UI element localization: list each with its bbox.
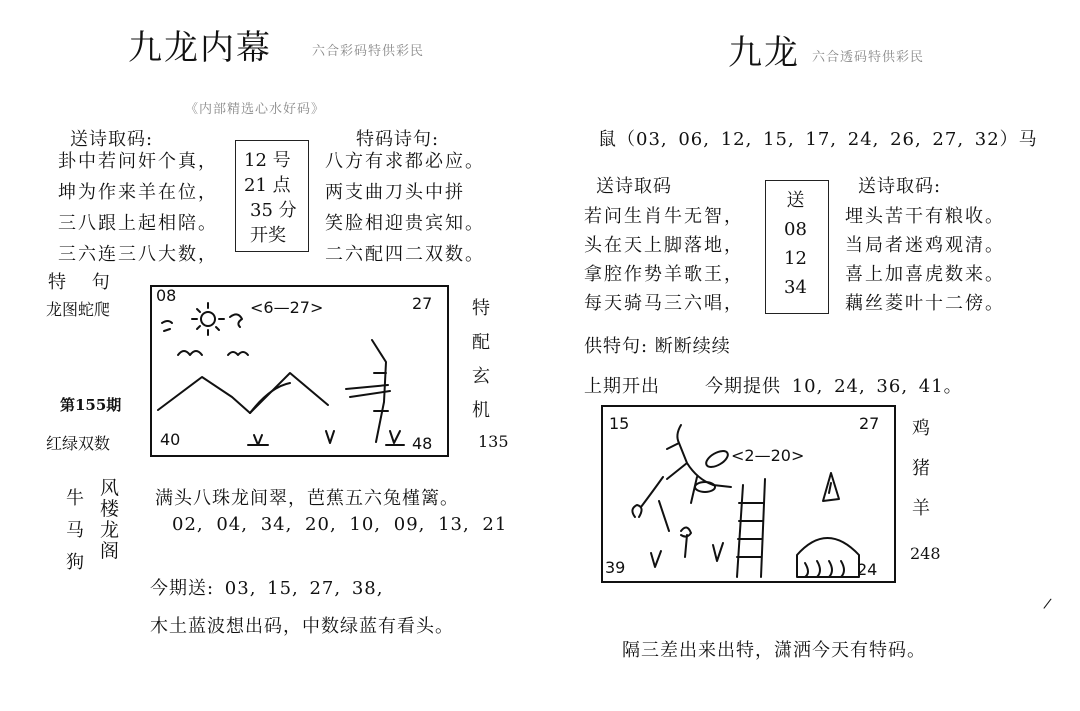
left-te-ju: 特 句 <box>48 272 120 293</box>
right-bottom: 隔三差出来出特，潇洒今天有特码。 <box>622 640 926 661</box>
right-sketch <box>601 405 897 583</box>
animal-char: 狗 <box>66 552 84 573</box>
feng-lou-char: 风 <box>100 477 120 499</box>
poem-line: 坤为作来羊在位， <box>58 182 218 203</box>
send-box-line: 34 <box>784 277 807 298</box>
right-subtitle: 六合透码特供彩民 <box>812 50 925 65</box>
col-char: 羊 <box>912 498 930 519</box>
right-poem-right <box>845 202 1005 318</box>
left-numbers: 02, 04, 34, 20, 10, 09, 13, 21 <box>172 514 508 535</box>
left-subtitle: 六合彩码特供彩民 <box>312 44 425 59</box>
right-poem-left <box>584 202 744 318</box>
grass-icon <box>326 431 334 443</box>
hook-icon <box>632 477 663 517</box>
sketch-label-tl: 08 <box>156 286 177 305</box>
col-char: 玄 <box>472 366 490 387</box>
left-line1: 满头八珠龙间翠，芭蕉五六兔槿篱。 <box>155 488 459 509</box>
col-char: 鸡 <box>912 418 930 439</box>
left-long-tu: 龙图蛇爬 <box>46 300 111 319</box>
right-num-248: 248 <box>910 544 941 563</box>
stem-icon <box>659 501 691 557</box>
sketch-label-tr: 27 <box>412 294 433 313</box>
grass-icon <box>386 431 404 445</box>
sketch-label-br: 48 <box>412 434 433 453</box>
tent-icon <box>823 473 839 501</box>
leaf-icon <box>704 448 731 470</box>
left-animals <box>66 484 84 574</box>
poem-line: 笑脸相迎贵宾知。 <box>325 213 485 234</box>
left-num-135: 135 <box>478 432 509 451</box>
poem-line: 八方有求都必应。 <box>325 151 485 172</box>
right-title: 九龙 <box>728 33 800 73</box>
left-feng-lou <box>100 478 119 562</box>
col-char: 配 <box>472 332 490 353</box>
poem-line: 三六连三八大数， <box>58 244 218 265</box>
poem-line: 每天骑马三六唱， <box>584 293 744 314</box>
poem-line: 藕丝菱叶十二傍。 <box>845 293 1005 314</box>
grass-icon <box>651 551 661 567</box>
left-title: 九龙内幕 <box>128 28 272 68</box>
right-poem-header-left: 送诗取码 <box>596 176 672 197</box>
left-poem-header-right: 特码诗句: <box>356 129 440 150</box>
cloud-icon <box>228 352 248 355</box>
animal-char: 牛 <box>66 488 84 509</box>
feng-lou-char: 阁 <box>100 540 120 562</box>
poem-line: 头在天上脚落地， <box>584 235 744 256</box>
left-poem-right <box>325 146 485 270</box>
cloud-icon <box>178 351 202 355</box>
poem-line: 两支曲刀头中拼 <box>325 182 465 203</box>
sketch-label-tl: 15 <box>609 414 630 433</box>
right-poem-header-right: 送诗取码: <box>858 176 942 197</box>
ladder-icon <box>737 479 765 577</box>
poem-line: 埋头苦干有粮收。 <box>845 206 1005 227</box>
left-bottom: 木土蓝波想出码，中数绿蓝有看头。 <box>150 616 454 637</box>
mountain-ridge <box>250 383 290 413</box>
left-poem-header-left: 送诗取码: <box>70 129 154 150</box>
left-today: 今期送: 03, 15, 27, 38, <box>150 578 384 599</box>
sun-icon <box>201 312 215 326</box>
mountain-icon <box>250 373 328 413</box>
draw-time-line: 开奖 <box>250 225 286 246</box>
send-box-line: 送 <box>786 190 805 211</box>
left-draw-time-text <box>244 148 297 248</box>
sun-rays <box>192 303 224 335</box>
sketch-label-range: <2—20> <box>731 446 805 465</box>
poem-line: 三八跟上起相陪。 <box>58 213 218 234</box>
draw-time-line: 21 点 <box>244 175 291 196</box>
col-char: 特 <box>472 298 490 319</box>
feng-lou-char: 龙 <box>100 519 120 541</box>
right-gong-te: 供特句: 断断续续 <box>584 336 731 357</box>
right-last-issue: 上期开出 <box>584 376 660 397</box>
left-issue-number: 第155期 <box>60 396 122 414</box>
poem-line: 喜上加喜虎数来。 <box>845 264 1005 285</box>
poem-line: 卦中若问奸个真， <box>58 151 218 172</box>
leaf-icon <box>695 482 715 492</box>
left-poem-left <box>58 146 218 270</box>
right-rat-line: 鼠（03, 06, 12, 15, 17, 24, 26, 27, 32）马 <box>598 129 1038 150</box>
poem-line: 当局者迷鸡观清。 <box>845 235 1005 256</box>
left-hong-lv: 红绿双数 <box>46 434 111 453</box>
ink-mark: / <box>1042 595 1053 613</box>
feng-lou-char: 楼 <box>100 498 120 520</box>
col-char: 猪 <box>912 458 930 479</box>
poem-line: 若问生肖牛无智， <box>584 206 744 227</box>
sketch-label-range: <6—27> <box>250 298 324 317</box>
left-sub2: 《内部精选心水好码》 <box>185 102 326 117</box>
sketch-label-bl: 40 <box>160 430 181 449</box>
sketch-label-tr: 27 <box>859 414 880 433</box>
right-right-col <box>912 414 930 520</box>
draw-time-line: 35 分 <box>250 200 297 221</box>
grass-icon <box>713 543 723 561</box>
poem-line: 二六配四二双数。 <box>325 244 485 265</box>
draw-time-line: 12 号 <box>244 150 291 171</box>
sketch-label-br: 24 <box>857 560 878 579</box>
grass-icon <box>248 435 268 445</box>
left-sketch <box>150 285 450 457</box>
basket-icon <box>797 538 859 577</box>
send-box-line: 12 <box>784 248 807 269</box>
col-char: 机 <box>472 400 490 421</box>
right-send-box-text <box>784 186 807 302</box>
mountain-icon <box>158 377 250 413</box>
animal-char: 马 <box>66 520 84 541</box>
right-provide: 今期提供 10, 24, 36, 41。 <box>705 376 963 397</box>
sketch-label-bl: 39 <box>605 558 626 577</box>
send-box-line: 08 <box>784 219 807 240</box>
left-right-col <box>472 294 490 422</box>
poem-line: 拿腔作势羊歌王， <box>584 264 744 285</box>
